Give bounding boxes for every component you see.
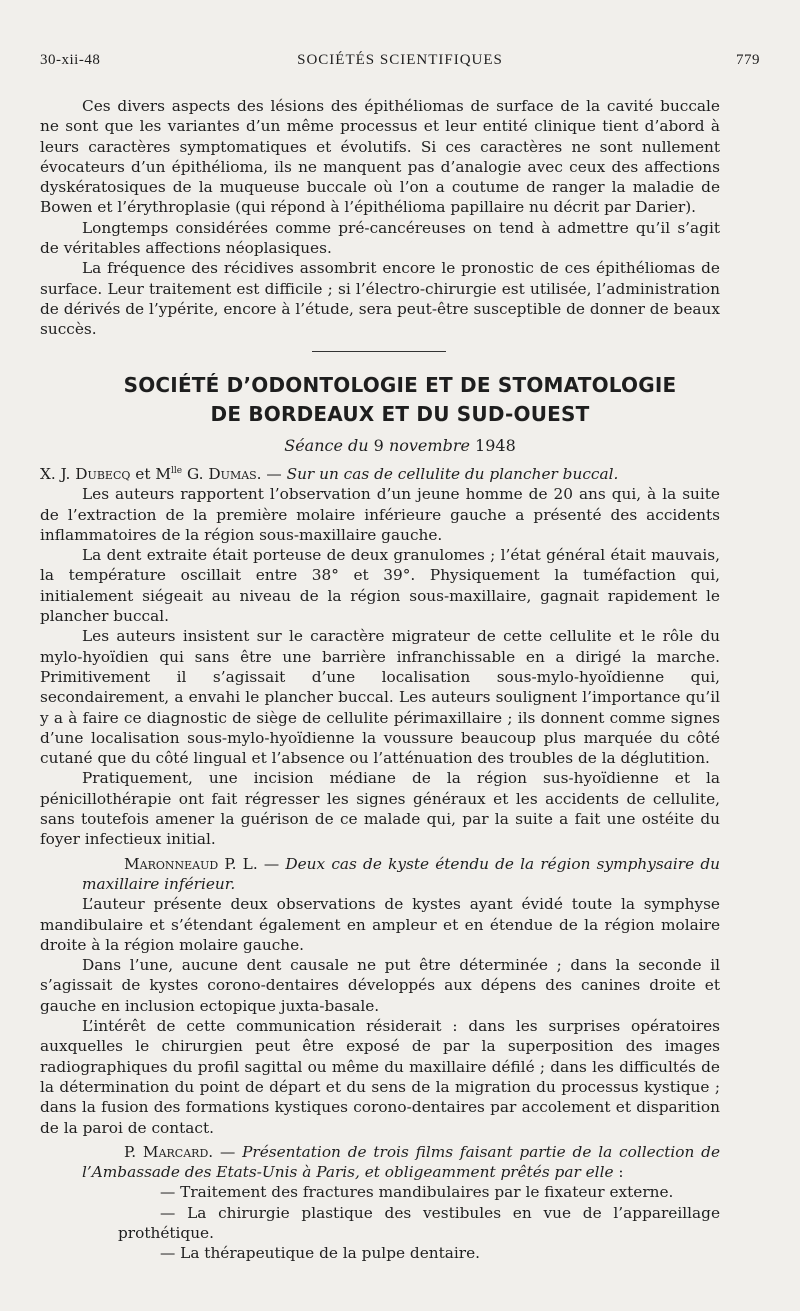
title-colon: : — [618, 1163, 624, 1182]
entry-initials: X. J. — [40, 465, 71, 483]
film-item: — Traitement des fractures mandibulaires par le fixateur externe. — [160, 1183, 674, 1202]
communication-title: Présentation de trois films faisant partie de la collection de l’Ambassade des Etats-Unis à Paris, et obligeamment prêtés par elle — [82, 1142, 720, 1182]
session-label: Séance du — [284, 436, 369, 455]
journal-section: SOCIÉTÉS SCIENTIFIQUES — [297, 52, 503, 68]
communications — [40, 464, 720, 1264]
paragraph: Dans l’une, aucune dent causale ne put être déterminée ; dans la seconde il s’agissait de kystes corono-dentaires développés aux dépens des canines droite et gauche en inclusion ectopique juxta-basale. — [40, 956, 720, 1015]
author-name: Dubecq — [75, 465, 131, 483]
paragraph: Pratiquement, une incision médiane de la région sus-hyoïdienne et la pénicillothérapie ont fait régresser les signes généraux et les accidents de cellulite, sans toutefois amener la guérison de ce malade qui, par la suite a fait une ostéite du foyer infectieux initial. — [40, 769, 720, 849]
page-number: 779 — [736, 52, 760, 68]
entry-initials: P. L. — [224, 854, 258, 873]
entry-heading — [40, 464, 720, 484]
title-prefix: M — [155, 465, 172, 483]
dash: — — [219, 1142, 236, 1161]
entry-initials: P. — [124, 1142, 137, 1161]
session-date — [40, 436, 760, 455]
intro-text — [40, 96, 720, 340]
paragraph: L’auteur présente deux observations de kystes ayant évidé toute la symphyse mandibulaire et s’étendant également en ampleur et en étendue de la région molaire droite à la région molaire gauche. — [40, 895, 720, 954]
society-title-line1: SOCIÉTÉ D’ODONTOLOGIE ET DE STOMATOLOGIE — [123, 373, 677, 397]
entry-heading — [40, 854, 720, 895]
paragraph: L’intérêt de cette communication résiderait : dans les surprises opératoires auxquelles le chirurgien peut être exposé de par la superposition des images radiographiques du profil sagittal ou même du maxillaire défilé ; dans les difficultés de la détermination du point de départ et du sens de la migration du processus kystique ; dans la fusion des formations kystiques corono-dentaires par accolement et disparition de la paroi de contact. — [40, 1017, 720, 1137]
conjunction: et — [135, 465, 151, 483]
session-day: 9 — [373, 436, 384, 455]
dash: — — [266, 465, 282, 483]
paragraph: Longtemps considérées comme pré-cancéreuses on tend à admettre qu’il s’agit de véritables affections néoplasiques. — [40, 218, 720, 258]
film-item: — La thérapeutique de la pulpe dentaire. — [160, 1244, 480, 1263]
paragraph: La dent extraite était porteuse de deux granulomes ; l’état général était mauvais, la température oscillait entre 38° et 39°. Physiquement la tuméfaction qui, initialement siégeait au niveau de la région sous-maxillaire, gagnait rapidement le plancher buccal. — [40, 546, 720, 626]
paragraph: Ces divers aspects des lésions des épithéliomas de surface de la cavité buccale ne sont que les variantes d’un même processus et leur entité clinique tient d’abord à leurs caractères symptomatiques et évolutifs. Si ces caractères ne sont nullement évocateurs d’un épithélioma, ils ne manquent pas d’analogie avec ceux des affections dyskératosiques de la muqueuse buccale où l’on a coutume de ranger la maladie de Bowen et l’érythroplasie (qui répond à l’épithélioma papillaire nu décrit par Darier). — [40, 97, 720, 217]
session-month: novembre — [388, 436, 470, 455]
session-year: 1948 — [475, 436, 516, 455]
communication-title: Sur un cas de cellulite du plancher buccal. — [286, 465, 619, 483]
issue-date: 30-xii-48 — [40, 52, 101, 68]
paragraph: La fréquence des récidives assombrit encore le pronostic de ces épithéliomas de surface. Leur traitement est difficile ; si l’électro-chirurgie est utilisée, l’administration de dérivés de l’ypérite, encore à l’étude, sera peut-être susceptible de donner de beaux succès. — [40, 259, 720, 339]
paragraph: Les auteurs rapportent l’observation d’un jeune homme de 20 ans qui, à la suite de l’extraction de la première molaire inférieure gauche a présenté des accidents inflammatoires de la région sous-maxillaire gauche. — [40, 485, 720, 544]
author-name: Maronneaud — [124, 854, 219, 873]
author-initial: G. — [186, 465, 204, 483]
author-name: Marcard. — [142, 1142, 214, 1161]
communication-title: Deux cas de kyste étendu de la région symphysaire du maxillaire inférieur. — [82, 854, 720, 893]
section-divider — [312, 351, 446, 352]
running-head — [40, 52, 760, 72]
dash: — — [263, 854, 280, 873]
film-item: — La chirurgie plastique des vestibules en vue de l’appareillage prothétique. — [118, 1203, 720, 1242]
author-name: Dumas. — [208, 465, 262, 483]
title-superscript: lle — [171, 465, 183, 476]
paragraph: Les auteurs insistent sur le caractère migrateur de cette cellulite et le rôle du mylo-hyoïdien qui sans être une barrière infranchissable en a dirigé la marche. Primitivement il s’agissait d’une localisation sous-mylo-hyoïdienne qui, secondairement, a envahi le plancher buccal. Les auteurs soulignent l’importance qu’il y a à faire ce diagnostic de siège de cellulite périmaxillaire ; ils donnent comme signes d’une localisation sous-mylo-hyoïdienne la voussure beaucoup plus marquée du côté cutané que du côté lingual et l’absence ou l’atténuation des troubles de la déglutition. — [40, 627, 720, 768]
entry-heading — [40, 1142, 720, 1183]
society-title-line2: DE BORDEAUX ET DU SUD-OUEST — [210, 402, 590, 426]
